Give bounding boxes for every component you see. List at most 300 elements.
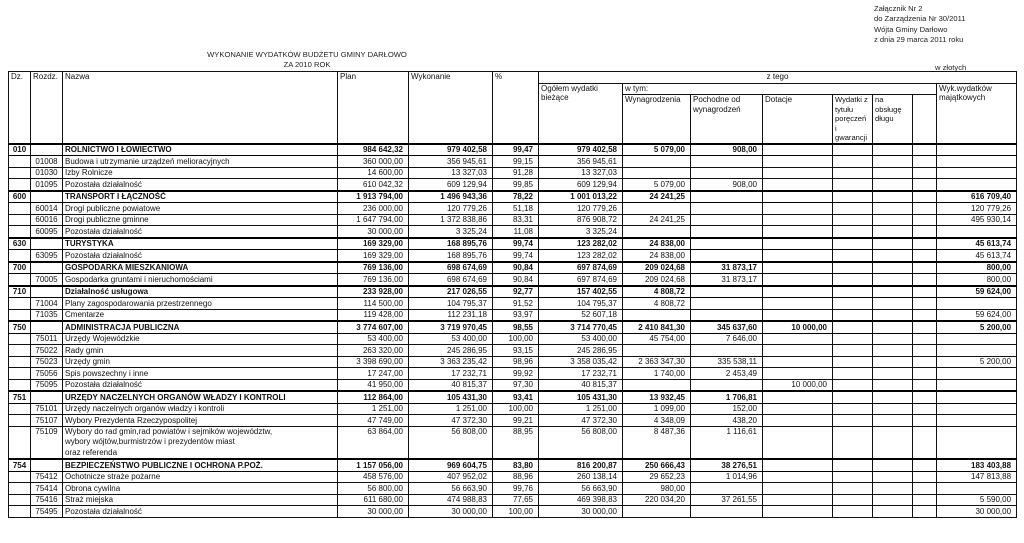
cell-poreczenia: [833, 274, 873, 286]
cell-obsluga-dlugu: [873, 144, 913, 156]
cell-empty: [913, 403, 937, 415]
cell-poreczenia: [833, 356, 873, 368]
header-wynagrodzenia: Wynagrodzenia: [623, 95, 691, 144]
cell-dotacje: [763, 403, 833, 415]
cell-dz: [9, 156, 31, 168]
cell-wykonanie: 3 363 235,42: [409, 356, 493, 368]
cell-wynagrodzenia: 5 079,00: [623, 179, 691, 191]
cell-empty: [913, 286, 937, 298]
cell-ogolem: 245 286,95: [539, 345, 623, 357]
cell-pochodne: 38 276,51: [691, 459, 763, 471]
cell-ogolem: 1 001 013,22: [539, 191, 623, 203]
cell-wykonanie: 1 251,00: [409, 403, 493, 415]
cell-nazwa: Budowa i utrzymanie urządzeń melioracyjnych: [63, 156, 338, 168]
cell-percent: 100,00: [493, 506, 539, 518]
cell-rozdz: 75056: [31, 368, 63, 380]
cell-ogolem: 13 327,03: [539, 167, 623, 179]
cell-percent: 99,92: [493, 368, 539, 380]
cell-empty: [913, 368, 937, 380]
cell-wynagrodzenia: [623, 226, 691, 238]
cell-wykonanie: 56 808,00: [409, 426, 493, 459]
cell-dz: [9, 494, 31, 506]
cell-wynagrodzenia: 2 410 841,30: [623, 321, 691, 333]
cell-majatkowe: [937, 368, 1017, 380]
cell-poreczenia: [833, 179, 873, 191]
cell-nazwa: GOSPODARKA MIESZKANIOWA: [63, 262, 338, 274]
cell-ogolem: 53 400,00: [539, 333, 623, 345]
cell-percent: 90,84: [493, 262, 539, 274]
cell-ogolem: 816 200,87: [539, 459, 623, 471]
cell-poreczenia: [833, 415, 873, 427]
cell-wykonanie: 112 231,18: [409, 309, 493, 321]
cell-majatkowe: [937, 426, 1017, 459]
cell-majatkowe: [937, 333, 1017, 345]
cell-poreczenia: [833, 250, 873, 262]
cell-plan: 360 000,00: [338, 156, 409, 168]
cell-ogolem: 52 607,18: [539, 309, 623, 321]
cell-obsluga-dlugu: [873, 238, 913, 250]
cell-majatkowe: 5 200,00: [937, 356, 1017, 368]
cell-pochodne: [691, 345, 763, 357]
header-line: do Zarządzenia Nr 30/2011: [874, 14, 966, 24]
cell-empty: [913, 356, 937, 368]
cell-rozdz: 01095: [31, 179, 63, 191]
cell-poreczenia: [833, 298, 873, 310]
cell-dz: 010: [9, 144, 31, 156]
document-title: [200, 50, 414, 70]
cell-rozdz: 71035: [31, 309, 63, 321]
cell-dz: [9, 203, 31, 215]
cell-obsluga-dlugu: [873, 403, 913, 415]
cell-rozdz: 01008: [31, 156, 63, 168]
header-empty: [913, 95, 937, 144]
cell-obsluga-dlugu: [873, 286, 913, 298]
header-wydatki-tytulu: Wydatki z tytułu poręczeń i gwarancji: [833, 95, 873, 144]
cell-plan: 17 247,00: [338, 368, 409, 380]
cell-dz: [9, 356, 31, 368]
table-row: [9, 333, 1017, 345]
cell-pochodne: 1 706,81: [691, 391, 763, 403]
cell-percent: 78,22: [493, 191, 539, 203]
cell-nazwa-line: wybory wójtów,burmistrzów i prezydentów miast: [65, 437, 235, 447]
cell-dotacje: [763, 298, 833, 310]
cell-wynagrodzenia: [623, 156, 691, 168]
cell-majatkowe: 616 709,40: [937, 191, 1017, 203]
cell-rozdz: [31, 321, 63, 333]
cell-pochodne: [691, 286, 763, 298]
cell-plan: 119 428,00: [338, 309, 409, 321]
cell-ogolem: 3 358 035,42: [539, 356, 623, 368]
cell-ogolem: 104 795,37: [539, 298, 623, 310]
table-row: [9, 368, 1017, 380]
cell-nazwa: Pozostała działalność: [63, 179, 338, 191]
cell-ogolem: 876 908,72: [539, 214, 623, 226]
cell-empty: [913, 415, 937, 427]
cell-dotacje: [763, 203, 833, 215]
cell-ogolem: 469 398,83: [539, 494, 623, 506]
cell-plan: 56 800,00: [338, 483, 409, 495]
cell-nazwa: Drogi publiczne gminne: [63, 214, 338, 226]
expenditure-table: [8, 71, 1017, 518]
cell-dz: [9, 214, 31, 226]
cell-wykonanie: 1 496 943,36: [409, 191, 493, 203]
cell-poreczenia: [833, 203, 873, 215]
cell-nazwa: Cmentarze: [63, 309, 338, 321]
cell-percent: 100,00: [493, 403, 539, 415]
cell-wynagrodzenia: 220 034,20: [623, 494, 691, 506]
cell-pochodne: [691, 238, 763, 250]
header-percent: %: [493, 72, 539, 144]
section-row: [9, 286, 1017, 298]
section-row: [9, 191, 1017, 203]
cell-dz: [9, 250, 31, 262]
cell-dz: 600: [9, 191, 31, 203]
cell-plan: 47 749,00: [338, 415, 409, 427]
section-row: [9, 238, 1017, 250]
cell-plan: 1 157 056,00: [338, 459, 409, 471]
cell-wykonanie: 120 779,26: [409, 203, 493, 215]
cell-obsluga-dlugu: [873, 167, 913, 179]
cell-dz: [9, 333, 31, 345]
cell-poreczenia: [833, 426, 873, 459]
cell-percent: 77,65: [493, 494, 539, 506]
cell-poreczenia: [833, 191, 873, 203]
cell-nazwa: Pozostała działalność: [63, 506, 338, 518]
cell-wynagrodzenia: 29 652,23: [623, 471, 691, 483]
header-line: Załącznik Nr 2: [874, 4, 923, 13]
cell-obsluga-dlugu: [873, 506, 913, 518]
cell-dotacje: [763, 345, 833, 357]
header-z-tego: z tego: [539, 72, 1017, 84]
table-row: [9, 274, 1017, 286]
cell-pochodne: 345 637,60: [691, 321, 763, 333]
cell-obsluga-dlugu: [873, 415, 913, 427]
cell-obsluga-dlugu: [873, 379, 913, 391]
cell-nazwa: Plany zagospodarowania przestrzennego: [63, 298, 338, 310]
cell-nazwa: Obrona cywilna: [63, 483, 338, 495]
cell-empty: [913, 309, 937, 321]
cell-dz: 754: [9, 459, 31, 471]
cell-dz: [9, 167, 31, 179]
cell-ogolem: 260 138,14: [539, 471, 623, 483]
table-row: [9, 179, 1017, 191]
cell-wykonanie: 245 286,95: [409, 345, 493, 357]
cell-nazwa: Urzędy Wojewódzkie: [63, 333, 338, 345]
cell-percent: 99,85: [493, 179, 539, 191]
cell-dotacje: [763, 426, 833, 459]
cell-wykonanie: 47 372,30: [409, 415, 493, 427]
cell-wykonanie: 13 327,03: [409, 167, 493, 179]
cell-plan: 114 500,00: [338, 298, 409, 310]
cell-dz: 750: [9, 321, 31, 333]
cell-majatkowe: 800,00: [937, 274, 1017, 286]
cell-dotacje: [763, 368, 833, 380]
header-dz: Dz.: [9, 72, 31, 144]
cell-empty: [913, 379, 937, 391]
cell-dz: [9, 403, 31, 415]
cell-dz: [9, 471, 31, 483]
cell-dotacje: [763, 191, 833, 203]
cell-dotacje: 10 000,00: [763, 379, 833, 391]
cell-rozdz: [31, 144, 63, 156]
cell-pochodne: [691, 250, 763, 262]
cell-dotacje: [763, 179, 833, 191]
cell-obsluga-dlugu: [873, 250, 913, 262]
section-row: [9, 321, 1017, 333]
cell-empty: [913, 191, 937, 203]
cell-pochodne: [691, 167, 763, 179]
cell-empty: [913, 298, 937, 310]
cell-pochodne: [691, 298, 763, 310]
cell-dotacje: [763, 459, 833, 471]
cell-wykonanie: 356 945,61: [409, 156, 493, 168]
cell-ogolem: 1 251,00: [539, 403, 623, 415]
cell-empty: [913, 483, 937, 495]
cell-nazwa: Rady gmin: [63, 345, 338, 357]
table-row: [9, 226, 1017, 238]
cell-pochodne: [691, 226, 763, 238]
cell-majatkowe: 800,00: [937, 262, 1017, 274]
cell-empty: [913, 156, 937, 168]
cell-dotacje: [763, 214, 833, 226]
cell-pochodne: 7 646,00: [691, 333, 763, 345]
cell-empty: [913, 471, 937, 483]
cell-nazwa: TURYSTYKA: [63, 238, 338, 250]
cell-plan: 236 000,00: [338, 203, 409, 215]
cell-percent: 93,15: [493, 345, 539, 357]
cell-wynagrodzenia: 1 099,00: [623, 403, 691, 415]
cell-poreczenia: [833, 262, 873, 274]
cell-dz: [9, 368, 31, 380]
section-row: [9, 262, 1017, 274]
cell-dotacje: [763, 250, 833, 262]
cell-empty: [913, 459, 937, 471]
cell-obsluga-dlugu: [873, 298, 913, 310]
cell-nazwa: Działalność usługowa: [63, 286, 338, 298]
cell-rozdz: [31, 262, 63, 274]
cell-pochodne: [691, 214, 763, 226]
cell-nazwa: TRANSPORT I ŁĄCZNOŚĆ: [63, 191, 338, 203]
cell-percent: 99,21: [493, 415, 539, 427]
cell-ogolem: 3 714 770,45: [539, 321, 623, 333]
cell-wynagrodzenia: 24 838,00: [623, 250, 691, 262]
cell-obsluga-dlugu: [873, 483, 913, 495]
cell-dz: [9, 506, 31, 518]
cell-dotacje: [763, 274, 833, 286]
cell-plan: 14 600,00: [338, 167, 409, 179]
table-row: [9, 156, 1017, 168]
cell-nazwa: BEZPIECZEŃSTWO PUBLICZNE I OCHRONA P.POŻ.: [63, 459, 338, 471]
cell-majatkowe: [937, 483, 1017, 495]
header-dotacje: Dotacje: [763, 95, 833, 144]
cell-poreczenia: [833, 238, 873, 250]
table-row: [9, 506, 1017, 518]
cell-dotacje: [763, 391, 833, 403]
cell-nazwa: Ochotnicze straże pożarne: [63, 471, 338, 483]
cell-obsluga-dlugu: [873, 426, 913, 459]
cell-nazwa: Urzędy gmin: [63, 356, 338, 368]
cell-nazwa: [63, 426, 338, 459]
cell-ogolem: 609 129,94: [539, 179, 623, 191]
cell-empty: [913, 262, 937, 274]
cell-empty: [913, 144, 937, 156]
header-w-tym: w tym:: [623, 83, 937, 95]
cell-rozdz: 71004: [31, 298, 63, 310]
cell-wykonanie: 40 815,37: [409, 379, 493, 391]
table-row: [9, 403, 1017, 415]
cell-percent: 51,18: [493, 203, 539, 215]
table-row: [9, 309, 1017, 321]
header-obsluge-dlugu: na obsługę długu: [873, 95, 913, 144]
cell-plan: 30 000,00: [338, 226, 409, 238]
cell-obsluga-dlugu: [873, 262, 913, 274]
cell-dz: [9, 298, 31, 310]
cell-nazwa: ROLNICTWO I ŁOWIECTWO: [63, 144, 338, 156]
cell-wynagrodzenia: 13 932,45: [623, 391, 691, 403]
cell-empty: [913, 226, 937, 238]
cell-plan: 611 680,00: [338, 494, 409, 506]
cell-nazwa: URZĘDY NACZELNYCH ORGANÓW WŁADZY I KONTROLI: [63, 391, 338, 403]
cell-ogolem: 697 874,69: [539, 274, 623, 286]
cell-wykonanie: 474 988,83: [409, 494, 493, 506]
cell-wynagrodzenia: 4 348,09: [623, 415, 691, 427]
cell-plan: 263 320,00: [338, 345, 409, 357]
cell-empty: [913, 506, 937, 518]
cell-nazwa: Pozostała działalność: [63, 379, 338, 391]
cell-rozdz: 75095: [31, 379, 63, 391]
table-row: [9, 426, 1017, 459]
cell-empty: [913, 321, 937, 333]
cell-nazwa-line: Wybory do rad gmin,rad powiatów i sejmików województw,: [65, 426, 273, 436]
cell-wykonanie: 3 325,24: [409, 226, 493, 238]
header-wykonanie: Wykonanie: [409, 72, 493, 144]
cell-dotacje: [763, 309, 833, 321]
cell-empty: [913, 167, 937, 179]
cell-majatkowe: [937, 391, 1017, 403]
header-rozdz: Rozdz.: [31, 72, 63, 144]
cell-wynagrodzenia: [623, 379, 691, 391]
cell-empty: [913, 179, 937, 191]
cell-wykonanie: 56 663,90: [409, 483, 493, 495]
cell-plan: 1 647 794,00: [338, 214, 409, 226]
cell-majatkowe: [937, 167, 1017, 179]
cell-majatkowe: [937, 403, 1017, 415]
cell-majatkowe: 30 000,00: [937, 506, 1017, 518]
cell-wykonanie: 979 402,58: [409, 144, 493, 156]
cell-percent: 91,28: [493, 167, 539, 179]
cell-wykonanie: 30 000,00: [409, 506, 493, 518]
cell-nazwa: Pozostała działalność: [63, 226, 338, 238]
cell-obsluga-dlugu: [873, 226, 913, 238]
cell-ogolem: 56 808,00: [539, 426, 623, 459]
cell-pochodne: [691, 203, 763, 215]
cell-wykonanie: 168 895,76: [409, 238, 493, 250]
cell-pochodne: [691, 309, 763, 321]
cell-dz: 710: [9, 286, 31, 298]
table-row: [9, 494, 1017, 506]
cell-plan: 458 576,00: [338, 471, 409, 483]
cell-ogolem: 30 000,00: [539, 506, 623, 518]
cell-ogolem: 40 815,37: [539, 379, 623, 391]
cell-wykonanie: 698 674,69: [409, 262, 493, 274]
cell-majatkowe: 183 403,88: [937, 459, 1017, 471]
cell-rozdz: 60016: [31, 214, 63, 226]
cell-percent: 90,84: [493, 274, 539, 286]
cell-poreczenia: [833, 167, 873, 179]
cell-wynagrodzenia: 24 241,25: [623, 191, 691, 203]
cell-wykonanie: 969 604,75: [409, 459, 493, 471]
cell-wynagrodzenia: [623, 345, 691, 357]
cell-plan: 3 774 607,00: [338, 321, 409, 333]
cell-pochodne: 31 873,17: [691, 274, 763, 286]
cell-percent: 83,80: [493, 459, 539, 471]
cell-pochodne: 37 261,55: [691, 494, 763, 506]
cell-plan: 112 864,00: [338, 391, 409, 403]
cell-wykonanie: 698 674,69: [409, 274, 493, 286]
cell-obsluga-dlugu: [873, 274, 913, 286]
cell-plan: 610 042,32: [338, 179, 409, 191]
cell-nazwa: Pozostała działalność: [63, 250, 338, 262]
cell-percent: 98,96: [493, 356, 539, 368]
cell-wykonanie: 1 372 838,86: [409, 214, 493, 226]
cell-wynagrodzenia: 4 808,72: [623, 286, 691, 298]
cell-obsluga-dlugu: [873, 368, 913, 380]
cell-plan: 984 642,32: [338, 144, 409, 156]
cell-nazwa: Straż miejska: [63, 494, 338, 506]
cell-pochodne: 1 116,61: [691, 426, 763, 459]
cell-dotacje: [763, 156, 833, 168]
section-row: [9, 144, 1017, 156]
cell-ogolem: 697 874,69: [539, 262, 623, 274]
cell-poreczenia: [833, 506, 873, 518]
cell-ogolem: 157 402,55: [539, 286, 623, 298]
cell-ogolem: 47 372,30: [539, 415, 623, 427]
table-row: [9, 356, 1017, 368]
table-row: [9, 345, 1017, 357]
table-row: [9, 167, 1017, 179]
cell-poreczenia: [833, 403, 873, 415]
cell-dotacje: [763, 415, 833, 427]
cell-majatkowe: 495 930,14: [937, 214, 1017, 226]
table-row: [9, 203, 1017, 215]
cell-rozdz: 70005: [31, 274, 63, 286]
cell-dz: [9, 415, 31, 427]
cell-empty: [913, 250, 937, 262]
table-row: [9, 214, 1017, 226]
cell-percent: 93,97: [493, 309, 539, 321]
cell-dz: [9, 379, 31, 391]
cell-poreczenia: [833, 321, 873, 333]
cell-majatkowe: 147 813,88: [937, 471, 1017, 483]
cell-rozdz: [31, 391, 63, 403]
cell-wykonanie: 105 431,30: [409, 391, 493, 403]
cell-wykonanie: 168 895,76: [409, 250, 493, 262]
cell-obsluga-dlugu: [873, 309, 913, 321]
cell-plan: 769 136,00: [338, 274, 409, 286]
cell-rozdz: [31, 191, 63, 203]
cell-nazwa: ADMINISTRACJA PUBLICZNA: [63, 321, 338, 333]
cell-wynagrodzenia: 45 754,00: [623, 333, 691, 345]
cell-majatkowe: [937, 179, 1017, 191]
cell-poreczenia: [833, 471, 873, 483]
cell-rozdz: 75101: [31, 403, 63, 415]
cell-empty: [913, 333, 937, 345]
attachment-header: [874, 4, 965, 45]
cell-percent: 99,47: [493, 144, 539, 156]
cell-plan: 63 864,00: [338, 426, 409, 459]
cell-percent: 99,76: [493, 483, 539, 495]
cell-percent: 99,15: [493, 156, 539, 168]
